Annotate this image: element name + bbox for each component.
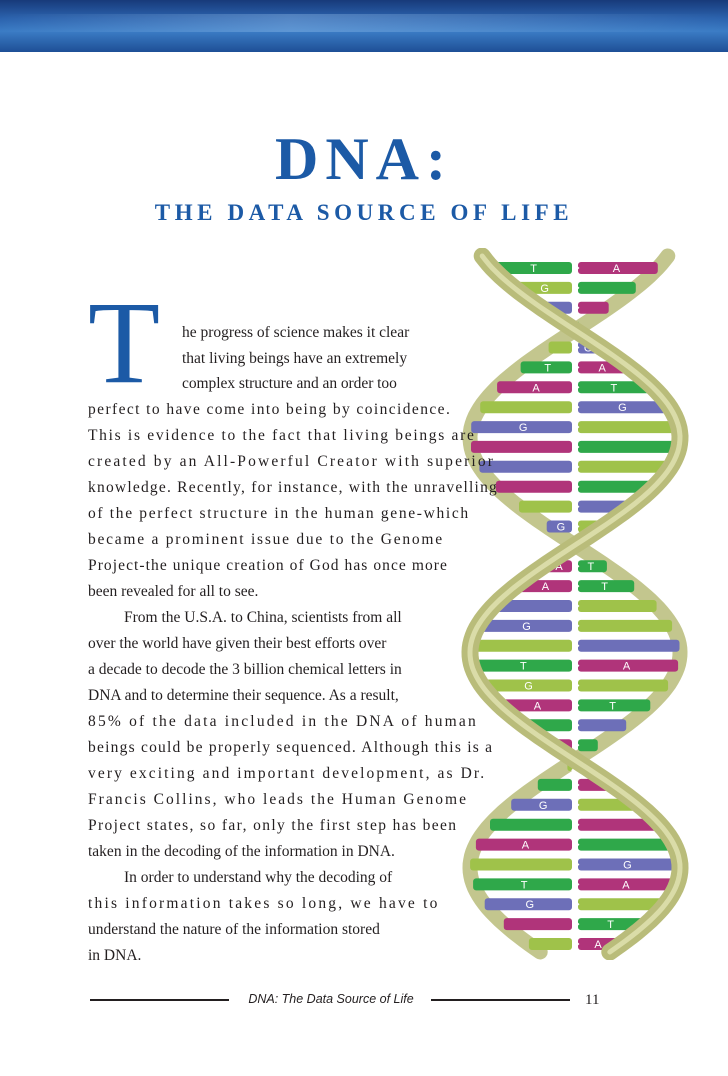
base-pair-notch [572,640,578,652]
footer-rule-right [431,999,570,1001]
base-letter-right: T [610,382,618,395]
base-pair-notch [572,799,578,811]
base-pair-notch [572,401,578,413]
base-pair [493,600,656,612]
body-line: that living beings have an extremely [182,350,408,367]
base-bar-right [578,461,671,473]
base-pair [482,680,668,693]
base-pair-notch [572,918,578,930]
base-pair [476,839,674,852]
base-letter-left: G [540,282,549,295]
base-pair [492,262,658,275]
base-letter-left: G [556,521,566,534]
base-letter-right: G [618,402,627,415]
base-letter-left: A [521,839,530,852]
base-bar-left [529,938,572,950]
body-line: 85% of the data included in the DNA of human [88,713,478,730]
base-letter-right: G [623,859,632,872]
body-line: a decade to decode the 3 billion chemical letters in [88,661,402,678]
base-pair [511,799,639,812]
base-letter-left: G [525,899,535,912]
base-pair-notch [572,282,578,294]
page-title: DNA: [275,126,453,192]
base-letter-left: T [520,879,528,892]
body-line: taken in the decoding of the information in DNA. [88,843,395,860]
base-bar-left [549,342,572,354]
drop-cap: T [88,277,161,408]
base-letter-right: G [583,342,593,355]
body-line: From the U.S.A. to China, scientists from all [124,609,402,626]
body-line: Francis Collins, who leads the Human Genome [88,791,469,808]
base-pair-notch [572,779,578,791]
base-pair-notch [572,421,578,433]
top-banner [0,0,728,52]
base-pair-notch [572,938,578,950]
base-letter-right: A [622,660,631,673]
base-pair [480,401,670,414]
body-line: of the perfect structure in the human gene-which [88,505,470,522]
base-bar-right [578,421,679,433]
base-bar-left [490,819,572,831]
body-line: created by an All-Powerful Creator with superior [88,453,496,470]
body-line: Project-the unique creation of God has once more [88,557,448,574]
base-letter-left: G [524,680,533,693]
base-pair [473,878,677,891]
base-letter-right: A [594,939,602,951]
base-letter-left: T [544,362,552,375]
base-pair-notch [572,381,578,393]
base-bar-left [538,779,572,791]
body-line: he progress of science makes it clear [182,324,410,341]
base-bar-right [578,719,626,731]
body-line: This is evidence to the fact that living beings are [88,427,476,444]
base-pair-notch [572,302,578,314]
base-pair [478,620,672,633]
footer-rule-left [90,999,229,1001]
base-pair [470,858,680,871]
base-letter-right: T [601,581,608,594]
body-line: been revealed for all to see. [88,583,259,600]
base-pair-notch [572,699,578,711]
body-line: In order to understand why the decoding of [124,869,393,886]
base-bar-left [470,859,572,871]
base-bar-right [578,680,668,692]
base-bar-left [480,401,572,413]
base-bar-right [578,282,636,294]
base-letter-right: T [609,700,616,713]
dna-helix-illustration [430,248,720,960]
base-pair-notch [572,680,578,692]
base-pair-notch [572,461,578,473]
base-bar-left [471,640,573,652]
base-pair-notch [572,878,578,890]
base-pair-notch [572,580,578,592]
base-bar-right [578,302,609,314]
body-line: in DNA. [88,947,142,964]
base-pair-notch [572,262,578,274]
body-line: over the world have given their best efforts over [88,635,387,652]
base-pair [500,699,651,712]
base-letter-left: A [541,581,550,594]
base-pair-notch [572,441,578,453]
base-pair-notch [572,660,578,672]
base-pair [471,441,679,453]
base-bar-left [471,441,572,453]
base-bar-right [578,441,679,453]
base-letter-left: A [533,700,542,713]
body-line: complex structure and an order too [182,375,397,392]
base-bar-right [578,839,674,851]
base-bar-right [578,739,598,751]
base-pair-notch [572,839,578,851]
body-line: this information takes so long, we have to [88,895,440,912]
base-pair-notch [572,600,578,612]
base-bar-left [496,481,572,493]
base-letter-right: A [622,879,630,892]
body-line: understand the nature of the information stored [88,921,380,938]
base-bar-left [504,918,572,930]
base-bar-left [519,501,572,513]
base-letter-left: T [520,660,527,673]
base-pair [471,421,679,434]
base-bar-right [578,620,672,632]
base-bar-right [578,640,680,652]
body-line: very exciting and important development, as Dr. [88,765,487,782]
base-pair-notch [572,898,578,910]
base-pair-notch [572,342,578,354]
base-pair-notch [572,560,578,572]
base-pair-notch [572,520,578,532]
base-pair [497,381,653,394]
body-line: became a prominent issue due to the Genome [88,531,444,548]
base-letter-left: G [518,422,528,435]
base-letter-left: G [538,799,548,812]
base-letter-left: A [532,382,540,395]
base-pair-notch [572,719,578,731]
base-letter-right: T [607,919,614,932]
base-bar-right [578,600,657,612]
base-letter-right: A [598,362,606,375]
base-letter-left: G [522,620,531,633]
base-pair-notch [572,481,578,493]
base-letter-left: A [555,561,563,574]
body-line: knowledge. Recently, for instance, with the unravelling [88,479,499,496]
base-pair-notch [572,361,578,373]
base-pair [496,481,654,493]
body-line: perfect to have come into being by coincidence. [88,401,452,418]
body-line: beings could be properly sequenced. Although this is a [88,739,494,756]
base-letter-right: A [612,263,621,275]
base-pair [485,898,666,911]
base-pair-notch [572,620,578,632]
body-line: Project states, so far, only the first step has been [88,817,458,834]
base-pair-notch [572,501,578,513]
base-pair [472,660,678,673]
base-pair-notch [572,858,578,870]
base-pair [504,918,646,931]
base-pair [471,640,680,652]
page-subtitle: THE DATA SOURCE OF LIFE [154,200,574,225]
base-letter-left: T [530,263,537,275]
body-line: DNA and to determine their sequence. As a result, [88,687,399,704]
page-number: 11 [585,992,600,1008]
base-pair [490,819,660,831]
base-pair-notch [572,819,578,831]
base-pair [479,461,670,473]
base-letter-right: T [587,561,595,574]
footer-running-title: DNA: The Data Source of Life [248,992,414,1006]
